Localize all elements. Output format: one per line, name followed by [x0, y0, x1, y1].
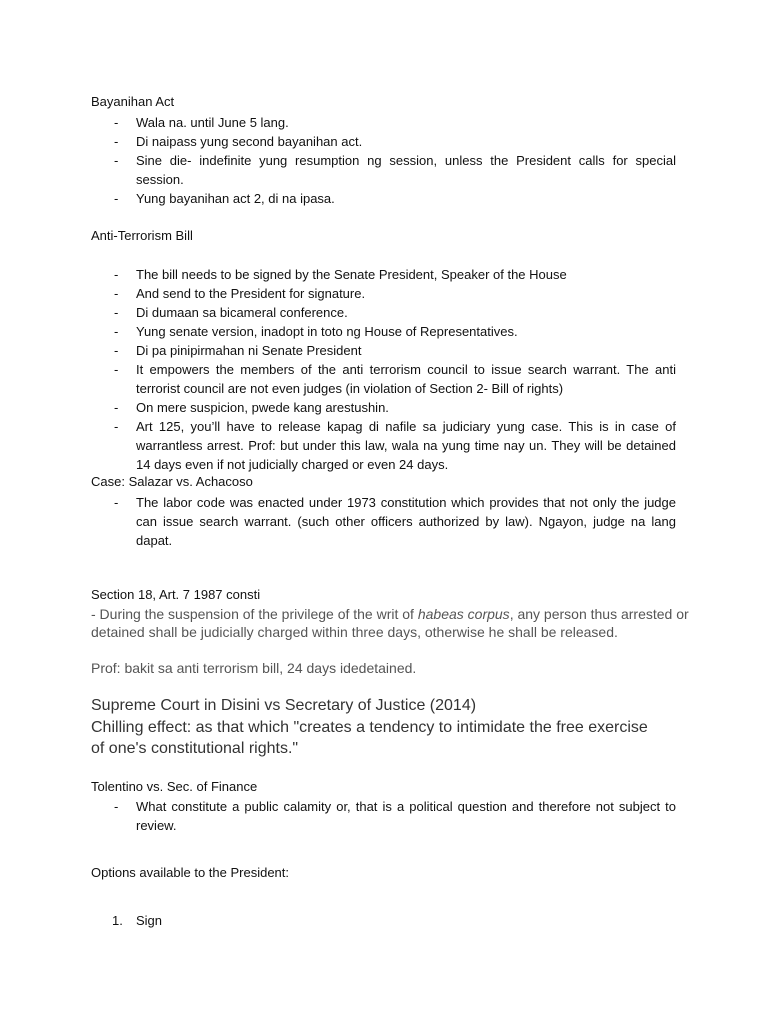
bullet-dash: -	[114, 400, 119, 415]
bayanihan-list	[91, 113, 676, 208]
disini-title: Supreme Court in Disini vs Secretary of Justice (2014)	[91, 697, 477, 714]
options-list	[91, 911, 676, 930]
bullet-dash: -	[114, 267, 119, 282]
bullet-dash: -	[114, 495, 119, 510]
list-item: - Wala na. until June 5 lang.	[114, 115, 289, 130]
tolentino-heading: Tolentino vs. Sec. of Finance	[91, 779, 258, 794]
bullet-dash: -	[114, 362, 119, 377]
bullet-dash: -	[114, 419, 119, 434]
anti-terrorism-heading: Anti-Terrorism Bill	[91, 228, 193, 243]
bullet-dash: -	[114, 115, 119, 130]
list-item: - Art 125, you’ll have to release kapag di nafile sa judiciary yung case. This is in case of warrantless arrest. Prof: but under this law, wala na yung time nay un. They will be detained 14 days even if not judicially charged or even 24 days.	[114, 419, 676, 472]
bullet-dash: -	[114, 153, 119, 168]
salazar-heading: Case: Salazar vs. Achacoso	[91, 474, 253, 489]
list-item: - It empowers the members of the anti terrorism council to issue search warrant. The anti terrorist council are not even judges (in violation of Section 2- Bill of rights)	[114, 362, 676, 396]
list-item: - Di naipass yung second bayanihan act.	[114, 134, 363, 149]
bullet-dash: -	[114, 799, 119, 814]
options-heading: Options available to the President:	[91, 865, 290, 880]
list-item: - The bill needs to be signed by the Senate President, Speaker of the House	[114, 267, 567, 282]
list-item: - Yung bayanihan act 2, di na ipasa.	[114, 191, 335, 206]
bullet-dash: -	[114, 286, 119, 301]
tolentino-list	[91, 797, 676, 835]
list-item: - Di dumaan sa bicameral conference.	[114, 305, 348, 320]
list-item: - Di pa pinipirmahan ni Senate President	[114, 343, 362, 358]
habeas-corpus-text: habeas corpus	[417, 606, 510, 622]
list-item: - And send to the President for signature.	[114, 286, 366, 301]
bullet-dash: -	[114, 305, 119, 320]
section18-text: - During the suspension of the privilege of the writ of habeas corpus, any person thus arrested or detained shall be judicially charged within three days, otherwise he shall be released.	[91, 606, 689, 640]
list-item: - Sine die- indefinite yung resumption ng session, unless the President calls for special session.	[114, 153, 676, 187]
anti-terrorism-list	[91, 265, 676, 474]
list-number: 1.	[112, 913, 123, 928]
bullet-dash: -	[114, 324, 119, 339]
bullet-dash: -	[114, 191, 119, 206]
disini-body: Chilling effect: as that which "creates a tendency to intimidate the free exercise of one's constitutional rights."	[91, 719, 648, 757]
list-item: - Yung senate version, inadopt in toto ng House of Representatives.	[114, 324, 518, 339]
prof-note: Prof: bakit sa anti terrorism bill, 24 days idedetained.	[91, 660, 417, 676]
list-item: - The labor code was enacted under 1973 constitution which provides that not only the judge can issue search warrant. (such other officers authorized by law). Ngayon, judge na lang dapat.	[114, 495, 676, 548]
list-item: - What constitute a public calamity or, that is a political question and therefore not subject to review.	[114, 799, 676, 833]
list-item: - On mere suspicion, pwede kang arestushin.	[114, 400, 389, 415]
bullet-dash: -	[114, 343, 119, 358]
bayanihan-heading: Bayanihan Act	[91, 94, 175, 109]
list-item: 1. Sign	[112, 913, 163, 928]
bullet-dash: -	[114, 134, 119, 149]
section18-heading: Section 18, Art. 7 1987 consti	[91, 587, 261, 602]
salazar-list	[91, 493, 676, 550]
